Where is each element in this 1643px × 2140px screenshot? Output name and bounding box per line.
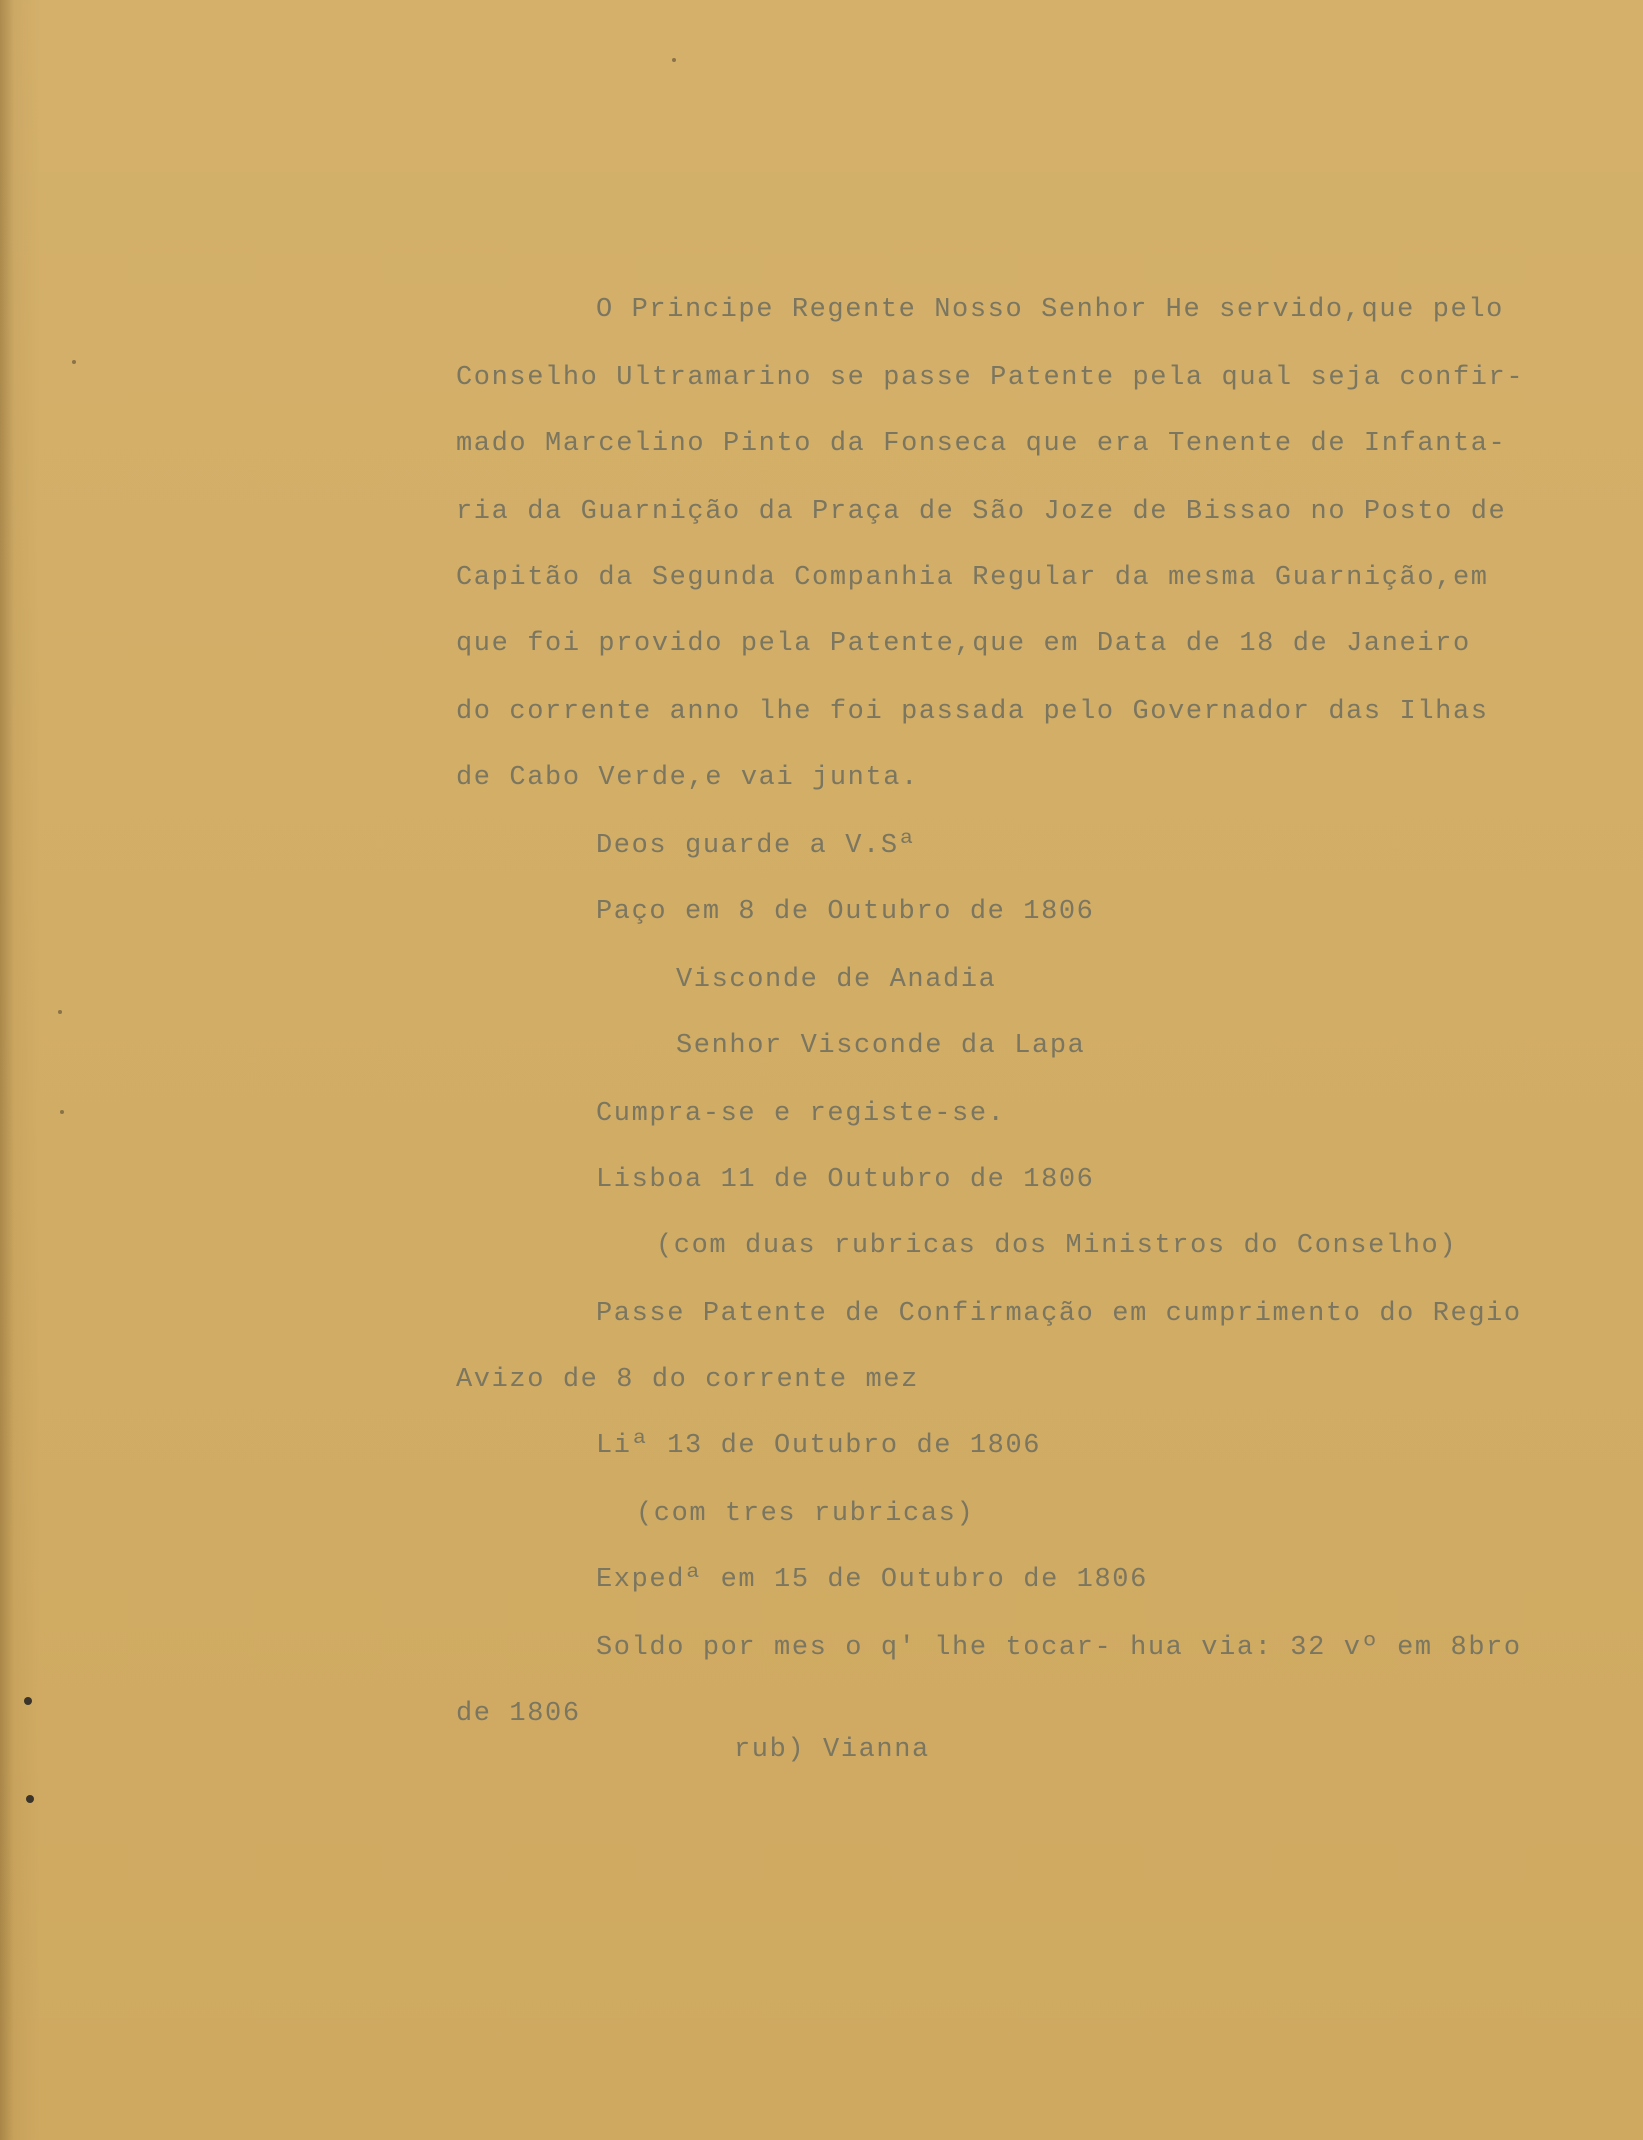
text-line: ria da Guarnição da Praça de São Joze de Bissao no Posto de xyxy=(456,497,1507,527)
paper-speck xyxy=(672,58,676,62)
text-line: do corrente anno lhe foi passada pelo Governador das Ilhas xyxy=(456,697,1489,727)
text-line: Cumpra-se e registe-se. xyxy=(596,1099,1006,1129)
text-line: Paço em 8 de Outubro de 1806 xyxy=(596,897,1095,927)
text-line: Senhor Visconde da Lapa xyxy=(676,1031,1086,1061)
text-line: (com duas rubricas dos Ministros do Conselho) xyxy=(656,1231,1458,1261)
paper-speck xyxy=(58,1010,62,1014)
text-line: de Cabo Verde,e vai junta. xyxy=(456,763,919,793)
text-line: Visconde de Anadia xyxy=(676,965,997,995)
text-line: Lisboa 11 de Outubro de 1806 xyxy=(596,1165,1095,1195)
page-edge-shadow xyxy=(0,0,14,2140)
punch-hole xyxy=(24,1697,32,1705)
text-line: mado Marcelino Pinto da Fonseca que era Tenente de Infanta- xyxy=(456,429,1507,459)
text-line: Conselho Ultramarino se passe Patente pela qual seja confir- xyxy=(456,363,1525,393)
paper-speck xyxy=(60,1110,64,1114)
text-line: de 1806 xyxy=(456,1699,581,1729)
text-line: Avizo de 8 do corrente mez xyxy=(456,1365,919,1395)
text-line: O Principe Regente Nosso Senhor He servido,que pelo xyxy=(596,295,1504,325)
punch-hole xyxy=(26,1795,34,1803)
text-line: Liª 13 de Outubro de 1806 xyxy=(596,1431,1042,1461)
text-line: Soldo por mes o q' lhe tocar- hua via: 32 vº em 8bro xyxy=(596,1633,1522,1663)
text-line: que foi provido pela Patente,que em Data de 18 de Janeiro xyxy=(456,629,1471,659)
text-line: rub) Vianna xyxy=(734,1735,930,1765)
text-line: (com tres rubricas) xyxy=(636,1499,975,1529)
text-line: Deos guarde a V.Sª xyxy=(596,831,917,861)
text-line: Expedª em 15 de Outubro de 1806 xyxy=(596,1565,1148,1595)
paper-speck xyxy=(72,360,76,364)
text-line: Capitão da Segunda Companhia Regular da mesma Guarnição,em xyxy=(456,563,1489,593)
text-line: Passe Patente de Confirmação em cumprimento do Regio xyxy=(596,1299,1522,1329)
